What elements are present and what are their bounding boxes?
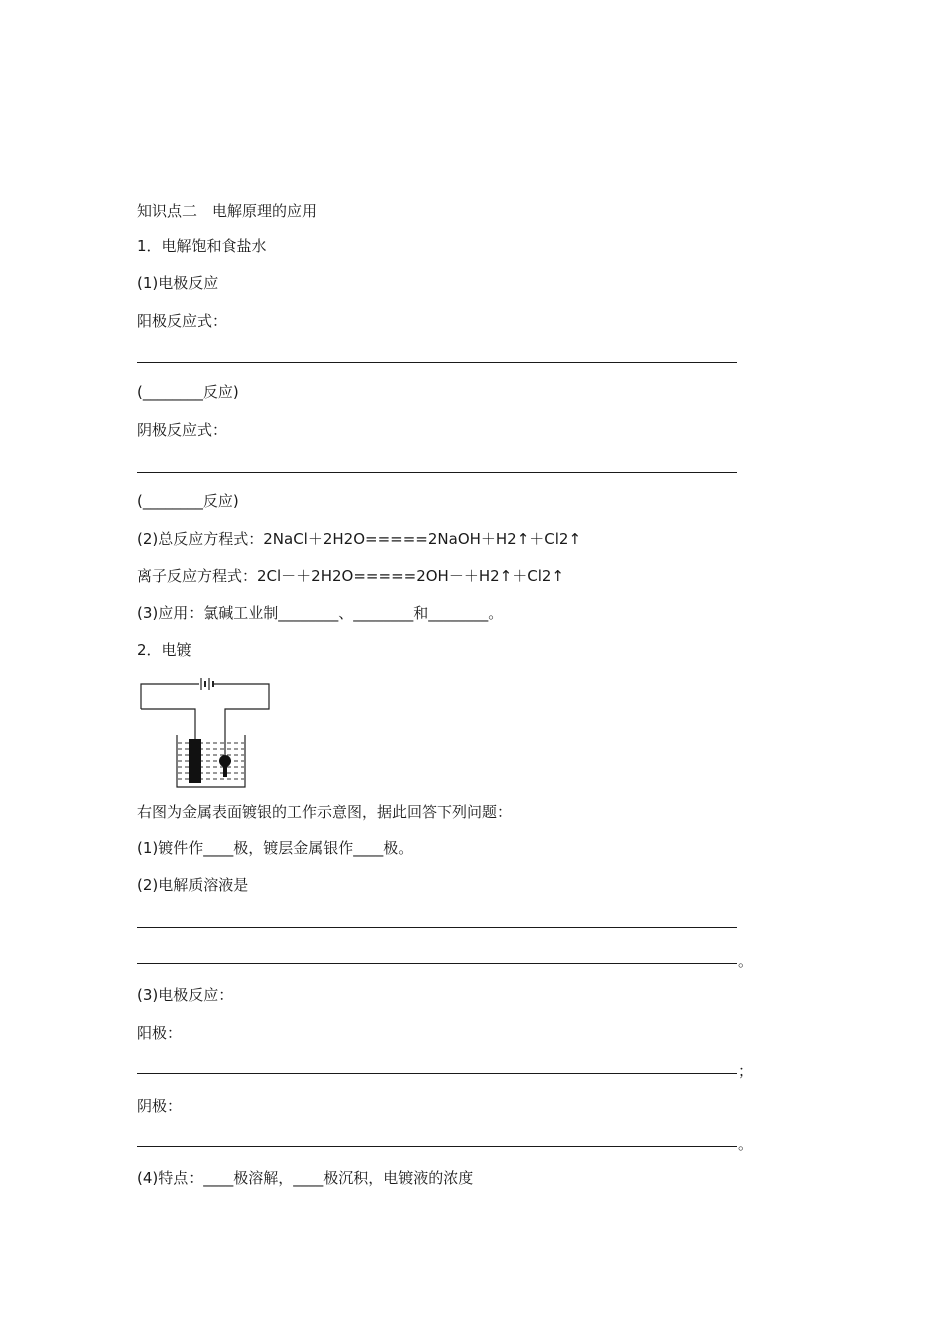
section-title: 知识点二 电解原理的应用 (137, 202, 318, 220)
cathode-reaction-type: (________反应) (137, 492, 239, 510)
item2-intro: 右图为金属表面镀银的工作示意图，据此回答下列问题： (137, 803, 513, 821)
application: (3)应用：氯碱工业制________、________和________。 (137, 604, 504, 622)
cathode-label: 阴极反应式： (137, 421, 228, 439)
answer-line (137, 1146, 737, 1147)
anode-label: 阳极反应式： (137, 312, 228, 330)
item1-sub1: (1)电极反应 (137, 274, 219, 292)
ionic-equation: 离子反应方程式：2Cl－＋2H2O=====2OH－＋H2↑＋Cl2↑ (137, 567, 564, 585)
electroplating-diagram (137, 675, 277, 793)
item2-q1: (1)镀件作____极，镀层金属银作____极。 (137, 839, 414, 857)
anode-reaction-type: (________反应) (137, 383, 239, 401)
plating-anode-label: 阳极： (137, 1024, 183, 1042)
anode-end-mark: ； (738, 1062, 754, 1080)
q2-end-mark: 。 (738, 952, 754, 970)
cathode-end-mark: 。 (738, 1135, 754, 1153)
answer-line (137, 963, 737, 964)
item2-title: 2．电镀 (137, 641, 192, 659)
total-equation: (2)总反应方程式：2NaCl＋2H2O=====2NaOH＋H2↑＋Cl2↑ (137, 530, 582, 548)
plating-cathode-label: 阴极： (137, 1097, 183, 1115)
answer-line (137, 472, 737, 473)
answer-line (137, 1073, 737, 1074)
item2-q3: (3)电极反应： (137, 986, 234, 1004)
item1-title: 1．电解饱和食盐水 (137, 237, 267, 255)
answer-line (137, 362, 737, 363)
item2-q2: (2)电解质溶液是 (137, 876, 249, 894)
item2-q4: (4)特点：____极溶解，____极沉积，电镀液的浓度 (137, 1169, 474, 1187)
answer-line (137, 927, 737, 928)
